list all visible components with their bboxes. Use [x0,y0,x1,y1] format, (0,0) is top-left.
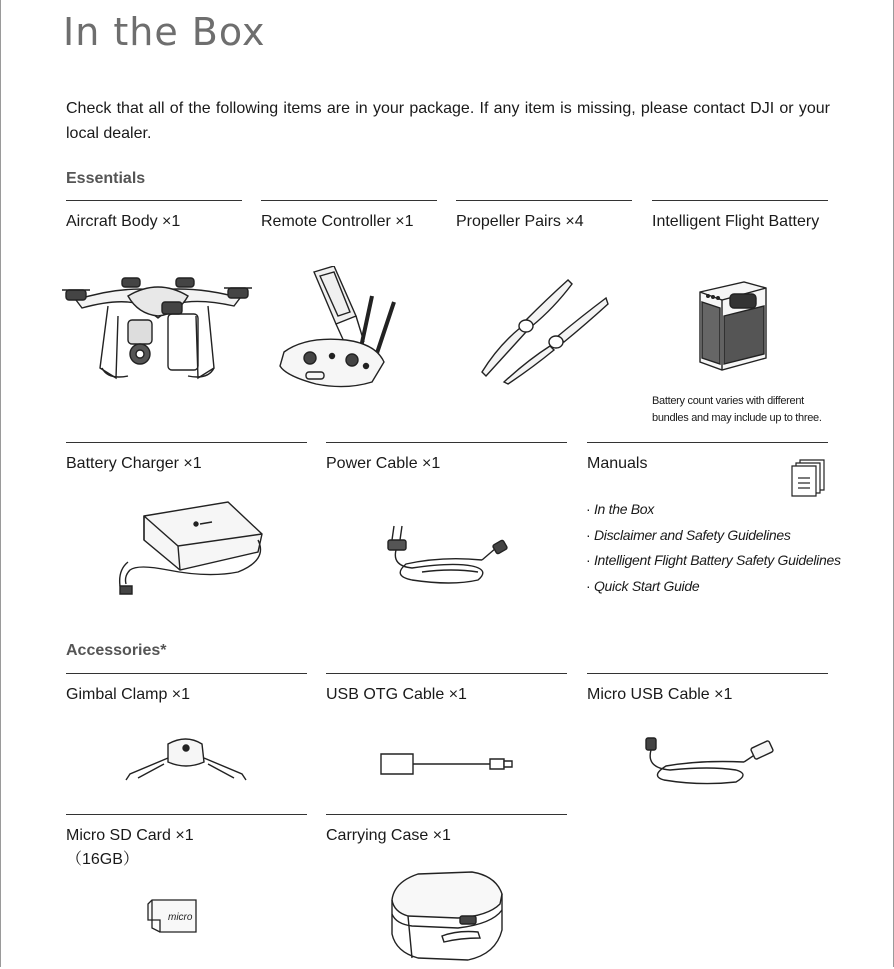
essentials-heading: Essentials [66,170,146,187]
power-cable-icon [382,522,512,586]
usb-otg-cable-icon [380,752,516,776]
item-micro-usb-cable [587,673,828,707]
item-label: Micro USB Cable ×1 [587,686,733,703]
list-item: · In the Box [586,497,841,523]
micro-usb-cable-icon [640,734,774,786]
item-intelligent-flight-battery [652,200,828,234]
list-item: · Intelligent Flight Battery Safety Guidelines [586,548,841,574]
list-item: · Disclaimer and Safety Guidelines [586,523,841,549]
item-label: Aircraft Body ×1 [66,213,181,230]
item-label: Battery Charger ×1 [66,455,202,472]
sd-logo: micro [168,912,193,923]
item-gimbal-clamp [66,673,307,707]
document-icon [790,458,826,498]
item-label: Power Cable ×1 [326,455,441,472]
item-label: Gimbal Clamp ×1 [66,686,191,703]
item-label: Micro SD Card ×1 [66,827,194,844]
carrying-case-icon [388,870,506,964]
item-label: Propeller Pairs ×4 [456,213,584,230]
item-power-cable [326,442,567,476]
manuals-list [586,497,841,599]
item-label: Remote Controller ×1 [261,213,414,230]
item-label: USB OTG Cable ×1 [326,686,467,703]
micro-sd-card-icon [146,898,198,934]
battery-charger-icon [108,500,270,602]
intro-paragraph: Check that all of the following items are in your package. If any item is missing, please contact DJI or your local dealer. [66,100,830,142]
item-micro-sd-card [66,814,307,872]
item-label: Carrying Case ×1 [326,827,451,844]
accessories-heading: Accessories* [66,642,167,659]
item-usb-otg-cable [326,673,567,707]
battery-note: Battery count varies with different bundles and may include up to three. [652,395,822,424]
item-label: Intelligent Flight Battery [652,213,820,230]
gimbal-clamp-icon [124,736,248,782]
item-aircraft-body [66,200,242,234]
propeller-icon [478,276,610,386]
page-title: In the Box [63,10,266,54]
item-label-capacity: （16GB） [66,851,139,868]
item-battery-charger [66,442,307,476]
item-remote-controller [261,200,437,234]
item-label: Manuals [587,455,648,472]
remote-controller-icon [276,266,416,392]
list-item: · Quick Start Guide [586,574,841,600]
item-propeller-pairs [456,200,632,234]
item-carrying-case [326,814,567,848]
aircraft-body-icon [58,268,258,386]
battery-icon [694,278,772,372]
